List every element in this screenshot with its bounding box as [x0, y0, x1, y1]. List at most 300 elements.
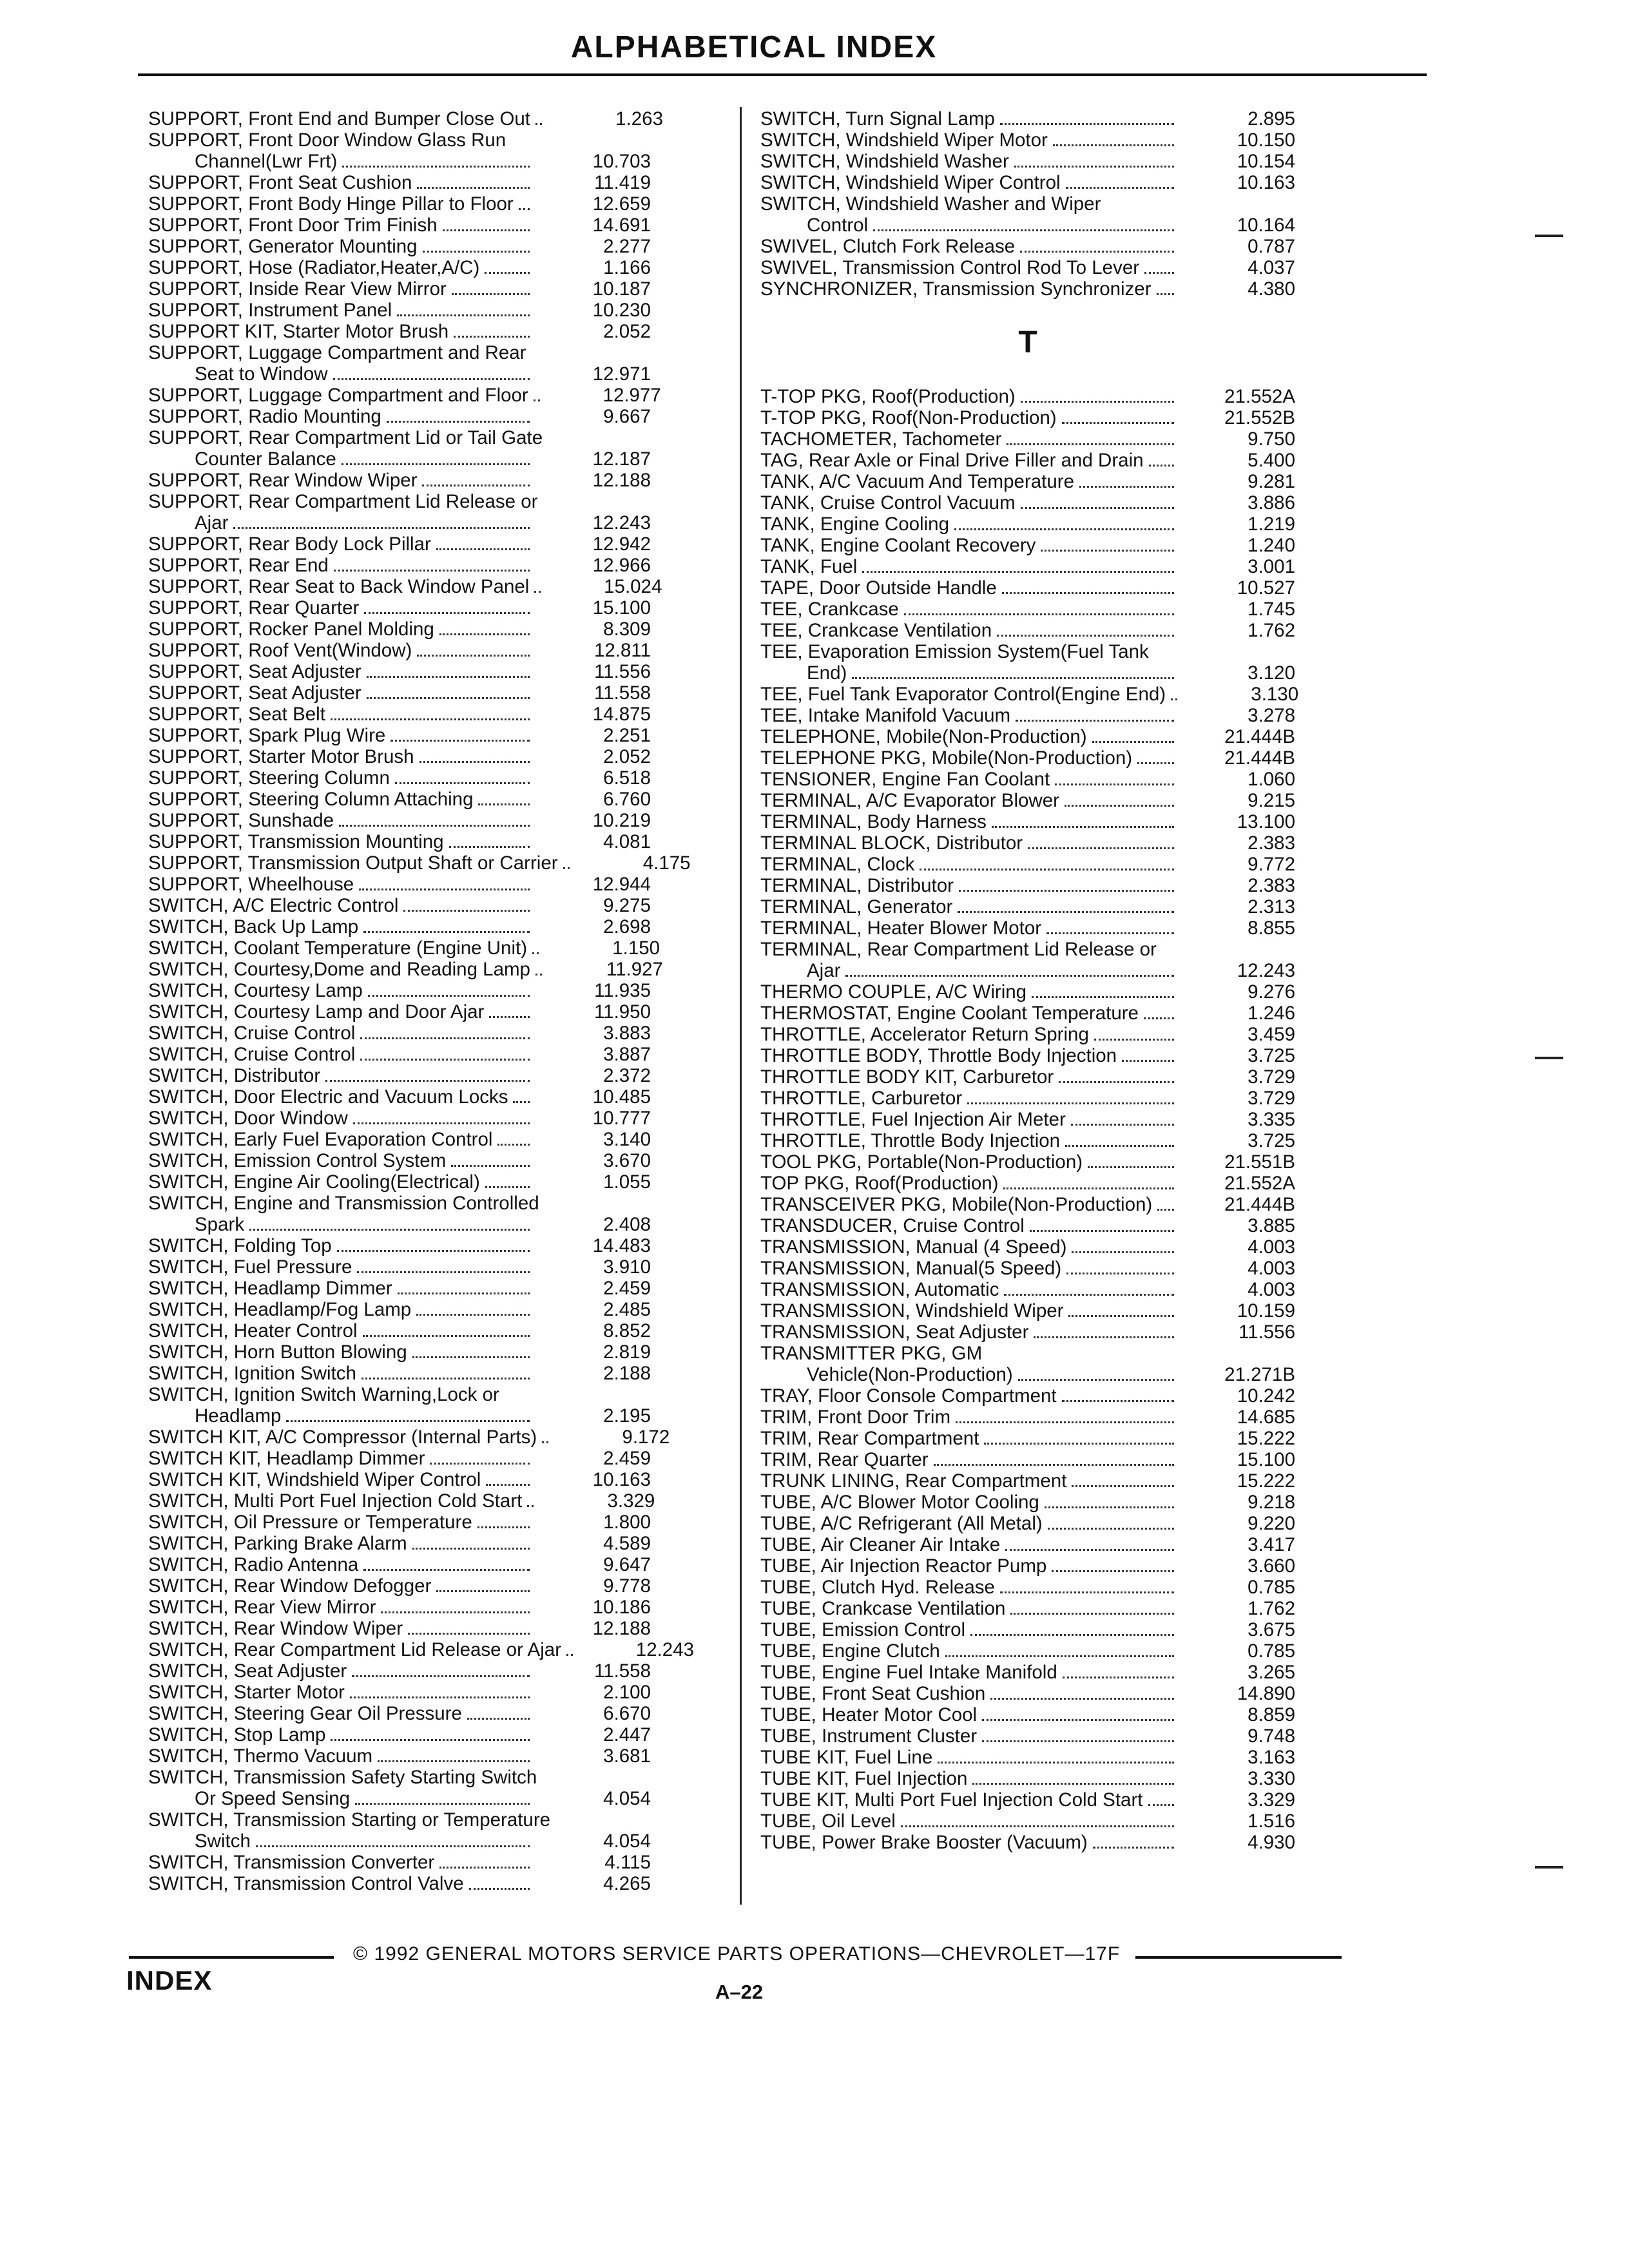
dot-leader: [339, 825, 530, 827]
dot-leader: [904, 613, 1174, 615]
entry-name: SWITCH, Thermo Vacuum: [148, 1745, 373, 1767]
entry-name: SUPPORT, Inside Rear View Mirror: [148, 278, 447, 300]
dot-leader: [430, 1463, 530, 1465]
dot-leader: [873, 229, 1174, 231]
index-entry: [760, 1024, 1295, 1045]
index-entry: [148, 1384, 651, 1405]
entry-name: SUPPORT KIT, Starter Motor Brush: [148, 321, 449, 342]
index-entry: [148, 1788, 651, 1809]
entry-page-ref: 11.558: [593, 1660, 651, 1682]
entry-name: SUPPORT, Front End and Bumper Close Out: [148, 108, 530, 130]
entry-page-ref: 8.855: [1248, 918, 1295, 939]
dot-leader: [1066, 1273, 1174, 1274]
entry-name: SWITCH, Headlamp/Fog Lamp: [148, 1299, 412, 1320]
dot-leader: [368, 995, 530, 997]
dot-leader: [451, 1165, 530, 1167]
entry-page-ref: 2.485: [603, 1299, 651, 1320]
index-entry: [148, 321, 651, 342]
entry-name: SWITCH, Parking Brake Alarm: [148, 1533, 407, 1554]
entry-name: SUPPORT, Transmission Mounting: [148, 831, 444, 852]
entry-name: THROTTLE, Accelerator Return Spring: [760, 1024, 1089, 1045]
entry-page-ref: 3.660: [1248, 1555, 1295, 1577]
entry-page-ref: 3.001: [1248, 556, 1295, 577]
index-entry: [148, 725, 651, 746]
dot-leader: [992, 826, 1174, 828]
index-entry: [760, 854, 1295, 875]
dot-leader: [1002, 592, 1174, 594]
index-entry: [760, 215, 1295, 236]
index-entry: [760, 1534, 1295, 1555]
index-entry: [760, 1768, 1295, 1789]
entry-name: TERMINAL, Distributor: [760, 875, 954, 896]
entry-name: SUPPORT, Front Body Hinge Pillar to Floor: [148, 193, 514, 215]
margin-mark: [1535, 1866, 1563, 1869]
entry-name: TAG, Rear Axle or Final Drive Filler and Drain: [760, 450, 1144, 471]
index-entry: [760, 1151, 1295, 1173]
index-entry: [760, 492, 1295, 514]
entry-name: TERMINAL BLOCK, Distributor: [760, 832, 1023, 854]
entry-page-ref: 10.159: [1237, 1300, 1295, 1321]
dot-leader: [990, 1698, 1174, 1700]
entry-name: SUPPORT, Steering Column: [148, 767, 390, 789]
entry-name: TUBE, Heater Motor Cool: [760, 1704, 978, 1725]
entry-name: SWITCH, Multi Port Fuel Injection Cold Start: [148, 1490, 523, 1512]
entry-name: SUPPORT, Rear Window Wiper: [148, 470, 418, 491]
dot-leader: [1028, 847, 1174, 849]
index-entry: [148, 533, 651, 555]
dot-leader: [233, 527, 530, 529]
entry-page-ref: 10.703: [592, 151, 651, 172]
dot-leader: [497, 1144, 530, 1146]
index-entry: [760, 960, 1295, 981]
index-entry: [148, 1618, 651, 1639]
index-entry: [760, 1194, 1295, 1215]
dot-leader: [970, 1634, 1174, 1636]
index-entry: [760, 471, 1295, 492]
entry-page-ref: 12.971: [592, 363, 651, 385]
entry-name: SWITCH, Transmission Converter: [148, 1852, 435, 1873]
index-entry: [760, 193, 1295, 215]
entry-page-ref: 3.329: [1248, 1789, 1295, 1811]
entry-page-ref: 21.552A: [1224, 1173, 1295, 1194]
dot-leader: [452, 293, 530, 295]
entry-page-ref: 21.444B: [1224, 1194, 1295, 1215]
dot-leader: [337, 1250, 530, 1252]
entry-page-ref: 4.265: [603, 1873, 651, 1894]
dot-leader: [333, 378, 530, 380]
index-entry: [760, 172, 1295, 193]
entry-name: SWITCH, Back Up Lamp: [148, 916, 359, 937]
dot-leader: [486, 1484, 530, 1486]
dot-leader: [1144, 272, 1174, 274]
index-entry: [148, 1490, 655, 1512]
entry-page-ref: 3.681: [603, 1745, 651, 1767]
index-column-right: [760, 108, 1299, 1853]
index-entry: [148, 278, 651, 300]
entry-page-ref: 10.777: [592, 1108, 651, 1129]
entry-page-ref: 21.444B: [1224, 726, 1295, 747]
dot-leader: [1059, 1081, 1174, 1083]
index-entry: [148, 937, 660, 959]
entry-name: SWITCH, Engine Air Cooling(Electrical): [148, 1171, 480, 1193]
dot-leader: [1068, 1315, 1174, 1317]
index-entry: [760, 790, 1295, 811]
entry-name: TRANSMISSION, Automatic: [760, 1279, 999, 1300]
index-entry: [148, 1660, 651, 1682]
entry-name: Control: [807, 215, 869, 236]
entry-name: SUPPORT, Transmission Output Shaft or Carrier: [148, 852, 558, 874]
entry-name: SUPPORT, Seat Belt: [148, 704, 325, 725]
dot-leader: [467, 1718, 530, 1720]
dot-leader: [535, 123, 542, 125]
entry-name: TANK, A/C Vacuum And Temperature: [760, 471, 1074, 492]
dot-leader: [412, 1356, 530, 1358]
entry-name: SWITCH, Windshield Washer: [760, 151, 1009, 172]
dot-leader: [1000, 1591, 1174, 1593]
entry-name: TOOL PKG, Portable(Non-Production): [760, 1151, 1083, 1173]
index-entry: [148, 512, 651, 533]
dot-leader: [439, 1867, 530, 1869]
entry-name: SWITCH, Transmission Safety Starting Switch: [148, 1767, 537, 1788]
index-entry: [148, 1639, 695, 1660]
entry-name: SUPPORT, Rocker Panel Molding: [148, 619, 434, 640]
dot-leader: [352, 1675, 530, 1677]
entry-name: Counter Balance: [195, 448, 336, 470]
column-divider: [740, 107, 742, 1905]
entry-name: TENSIONER, Engine Fan Coolant: [760, 769, 1050, 790]
entry-page-ref: 2.372: [603, 1065, 651, 1086]
dot-leader: [1003, 1187, 1174, 1189]
index-list-s: [760, 108, 1295, 300]
dot-leader: [845, 975, 1174, 977]
entry-page-ref: 14.691: [592, 215, 651, 236]
index-entry: [760, 1725, 1295, 1747]
entry-name: TANK, Engine Coolant Recovery: [760, 535, 1036, 556]
entry-page-ref: 3.330: [1248, 1768, 1295, 1789]
entry-name: SWITCH, Courtesy Lamp: [148, 980, 363, 1001]
dot-leader: [249, 1229, 530, 1231]
entry-page-ref: 3.885: [1248, 1215, 1295, 1236]
index-entry: [760, 599, 1295, 620]
entry-page-ref: 2.195: [603, 1405, 651, 1427]
entry-page-ref: 2.819: [603, 1341, 651, 1363]
entry-page-ref: 11.935: [593, 980, 651, 1001]
index-entry: [148, 1363, 651, 1384]
index-entry: [760, 1003, 1295, 1024]
entry-name: TEE, Fuel Tank Evaporator Control(Engine End): [760, 684, 1166, 705]
entry-name: SWITCH, Windshield Wiper Control: [760, 172, 1061, 193]
index-entry: [760, 1555, 1295, 1577]
dot-leader: [1071, 1124, 1174, 1126]
entry-page-ref: 15.100: [592, 597, 651, 619]
index-entry: [148, 385, 661, 406]
entry-name: SUPPORT, Luggage Compartment and Floor: [148, 385, 528, 406]
entry-name: TRANSMISSION, Windshield Wiper: [760, 1300, 1064, 1321]
entry-page-ref: 11.927: [606, 959, 663, 980]
dot-leader: [397, 314, 530, 316]
entry-page-ref: 3.887: [603, 1044, 651, 1065]
entry-page-ref: 10.150: [1237, 130, 1295, 151]
index-entry: [760, 1832, 1295, 1853]
index-entry: [760, 236, 1295, 257]
entry-name: TRIM, Rear Compartment: [760, 1428, 979, 1449]
entry-page-ref: 10.219: [592, 810, 651, 831]
entry-name: THERMO COUPLE, A/C Wiring: [760, 981, 1027, 1003]
dot-leader: [390, 740, 530, 742]
index-entry: [148, 1405, 651, 1427]
entry-page-ref: 4.054: [603, 1788, 651, 1809]
entry-page-ref: 3.335: [1248, 1109, 1295, 1130]
entry-name: Ajar: [195, 512, 229, 533]
footer-rule: [1135, 1956, 1342, 1959]
footer-rule: [129, 1956, 334, 1959]
entry-page-ref: 2.698: [603, 916, 651, 937]
index-entry: [148, 959, 663, 980]
index-entry: [760, 407, 1295, 428]
entry-name: TRANSMISSION, Manual(5 Speed): [760, 1258, 1062, 1279]
dot-leader: [1032, 996, 1174, 998]
index-entry: [760, 1492, 1295, 1513]
entry-page-ref: 10.187: [592, 278, 651, 300]
entry-name: SWITCH, Fuel Pressure: [148, 1256, 352, 1278]
dot-leader: [566, 1654, 573, 1656]
entry-name: SUPPORT, Starter Motor Brush: [148, 746, 414, 767]
entry-page-ref: 1.800: [603, 1512, 651, 1533]
dot-leader: [357, 1271, 530, 1273]
entry-page-ref: 14.685: [1237, 1407, 1295, 1428]
entry-name: TEE, Crankcase: [760, 599, 899, 620]
entry-page-ref: 13.100: [1237, 811, 1295, 832]
dot-leader: [1063, 1677, 1174, 1678]
dot-leader: [920, 869, 1174, 870]
dot-leader: [1137, 762, 1174, 764]
index-entry: [148, 576, 662, 597]
entry-name: SUPPORT, Luggage Compartment and Rear: [148, 342, 526, 363]
index-entry: [148, 1873, 651, 1894]
entry-name: THERMOSTAT, Engine Coolant Temperature: [760, 1003, 1139, 1024]
dot-leader: [1004, 1294, 1174, 1296]
entry-page-ref: 3.417: [1248, 1534, 1295, 1555]
entry-page-ref: 3.670: [603, 1150, 651, 1171]
dot-leader: [1149, 465, 1174, 466]
entry-page-ref: 1.219: [1248, 514, 1295, 535]
entry-name: SWITCH, Coolant Temperature (Engine Unit): [148, 937, 528, 959]
entry-page-ref: 1.055: [603, 1171, 651, 1193]
entry-page-ref: 1.166: [603, 257, 651, 278]
entry-page-ref: 11.950: [593, 1001, 651, 1023]
dot-leader: [1122, 1060, 1174, 1062]
dot-leader: [381, 1611, 530, 1613]
entry-name: SWITCH, Distributor: [148, 1065, 321, 1086]
dot-leader: [1021, 507, 1174, 509]
dot-leader: [350, 1696, 530, 1698]
index-entry: [148, 619, 651, 640]
index-entry: [148, 363, 651, 385]
entry-name: TERMINAL, Rear Compartment Lid Release or: [760, 939, 1157, 960]
dot-leader: [395, 782, 530, 784]
index-entry: [148, 1171, 651, 1193]
entry-name: TEE, Crankcase Ventilation: [760, 620, 992, 641]
entry-page-ref: 10.186: [592, 1597, 651, 1618]
entry-name: SWIVEL, Clutch Fork Release: [760, 236, 1016, 257]
index-entry: [148, 980, 651, 1001]
dot-leader: [423, 251, 530, 253]
entry-page-ref: 5.400: [1248, 450, 1295, 471]
entry-page-ref: 10.242: [1237, 1385, 1295, 1407]
entry-name: TEE, Evaporation Emission System(Fuel Tank: [760, 641, 1149, 662]
entry-page-ref: 1.263: [615, 108, 663, 130]
footer-section-label: INDEX: [126, 1965, 213, 1995]
entry-page-ref: 12.188: [592, 1618, 651, 1639]
entry-page-ref: 3.729: [1248, 1066, 1295, 1088]
dot-leader: [353, 1122, 530, 1124]
entry-page-ref: 3.329: [607, 1490, 655, 1512]
entry-page-ref: 9.647: [603, 1554, 651, 1575]
dot-leader: [535, 974, 542, 975]
index-entry: [148, 1065, 651, 1086]
dot-leader: [412, 1548, 530, 1550]
entry-name: TRANSMISSION, Manual (4 Speed): [760, 1236, 1067, 1258]
entry-page-ref: 3.675: [1248, 1619, 1295, 1640]
entry-name: SWITCH, Rear Window Defogger: [148, 1575, 432, 1597]
index-entry: [148, 1852, 651, 1873]
index-entry: [148, 1193, 651, 1214]
entry-name: SWITCH, Steering Gear Oil Pressure: [148, 1703, 462, 1724]
index-entry: [148, 1044, 651, 1065]
index-entry: [148, 1299, 651, 1320]
index-entry: [760, 1619, 1295, 1640]
entry-page-ref: 21.271B: [1224, 1364, 1295, 1385]
entry-page-ref: 12.944: [592, 874, 651, 895]
index-column-left: [148, 108, 695, 1894]
entry-page-ref: 12.659: [592, 193, 651, 215]
index-entry: [760, 1385, 1295, 1407]
dot-leader: [1094, 1039, 1174, 1041]
entry-name: TUBE, Clutch Hyd. Release: [760, 1577, 995, 1598]
entry-name: TRAY, Floor Console Compartment: [760, 1385, 1057, 1407]
entry-name: TUBE, Air Cleaner Air Intake: [760, 1534, 1001, 1555]
index-entry: [148, 1278, 651, 1299]
entry-page-ref: 4.003: [1248, 1279, 1295, 1300]
dot-leader: [1148, 1804, 1175, 1806]
index-entry: [148, 810, 651, 831]
index-entry: [148, 704, 651, 725]
index-entry: [148, 448, 651, 470]
index-entry: [148, 1575, 651, 1597]
entry-page-ref: 2.459: [603, 1448, 651, 1469]
dot-leader: [1005, 1549, 1174, 1551]
entry-name: TUBE, Power Brake Booster (Vacuum): [760, 1832, 1088, 1853]
dot-leader: [532, 952, 539, 954]
entry-page-ref: 1.246: [1248, 1003, 1295, 1024]
index-entry: [760, 1173, 1295, 1194]
entry-page-ref: 9.276: [1248, 981, 1295, 1003]
dot-leader: [1157, 293, 1174, 295]
entry-page-ref: 3.725: [1248, 1045, 1295, 1066]
dot-leader: [342, 166, 530, 168]
dot-leader: [363, 1569, 530, 1571]
index-entry: [148, 300, 651, 321]
dot-leader: [527, 1505, 534, 1507]
dot-leader: [443, 229, 530, 231]
entry-page-ref: 3.459: [1248, 1024, 1295, 1045]
entry-name: SUPPORT, Rear Compartment Lid Release or: [148, 491, 538, 512]
entry-name: SWITCH, Heater Control: [148, 1320, 358, 1341]
title-rule: [138, 73, 1427, 76]
entry-name: SWITCH, A/C Electric Control: [148, 895, 399, 916]
entry-page-ref: 4.081: [603, 831, 651, 852]
index-entry: [760, 386, 1295, 407]
index-entry: [148, 236, 651, 257]
entry-page-ref: 15.024: [604, 576, 662, 597]
dot-leader: [1045, 1506, 1174, 1508]
dot-leader: [334, 570, 530, 572]
dot-leader: [1055, 783, 1174, 785]
entry-name: SWITCH, Rear Window Wiper: [148, 1618, 403, 1639]
dot-leader: [361, 1378, 530, 1379]
dot-leader: [485, 272, 530, 274]
index-entry: [760, 1513, 1295, 1534]
index-entry: [148, 640, 651, 661]
entry-page-ref: 2.459: [603, 1278, 651, 1299]
entry-page-ref: 3.910: [603, 1256, 651, 1278]
index-entry: [760, 705, 1295, 726]
index-entry: [760, 769, 1295, 790]
entry-page-ref: 4.175: [642, 852, 691, 874]
entry-name: TANK, Cruise Control Vacuum: [760, 492, 1016, 514]
entry-name: Switch: [195, 1831, 251, 1852]
dot-leader: [436, 1590, 530, 1592]
entry-name: T-TOP PKG, Roof(Non-Production): [760, 407, 1057, 428]
index-entry: [148, 555, 651, 576]
entry-name: SWITCH, Ignition Switch Warning,Lock or: [148, 1384, 499, 1405]
entry-name: TUBE, Engine Fuel Intake Manifold: [760, 1662, 1057, 1683]
entry-name: TRIM, Rear Quarter: [760, 1449, 929, 1470]
entry-page-ref: 1.516: [1248, 1811, 1295, 1832]
entry-page-ref: 2.313: [1248, 896, 1295, 918]
dot-leader: [1046, 932, 1174, 934]
index-entry: [148, 342, 651, 363]
entry-name: SWITCH, Folding Top: [148, 1235, 332, 1256]
index-entry: [148, 470, 651, 491]
index-entry: [760, 556, 1295, 577]
index-entry: [148, 151, 651, 172]
entry-name: SWITCH, Courtesy,Dome and Reading Lamp: [148, 959, 530, 980]
entry-page-ref: 12.977: [602, 385, 661, 406]
index-entry: [760, 535, 1295, 556]
index-entry: [148, 1001, 651, 1023]
index-entry: [148, 1427, 670, 1448]
index-entry: [148, 1214, 651, 1235]
dot-leader: [1034, 1336, 1174, 1338]
index-entry: [148, 1086, 651, 1108]
index-entry: [148, 1533, 651, 1554]
dot-leader: [485, 1186, 530, 1188]
entry-name: SUPPORT, Instrument Panel: [148, 300, 392, 321]
dot-leader: [363, 1335, 530, 1337]
entry-page-ref: 12.966: [592, 555, 651, 576]
dot-leader: [325, 1080, 530, 1082]
index-entry: [760, 1598, 1295, 1619]
entry-page-ref: 3.265: [1248, 1662, 1295, 1683]
entry-name: TUBE, Oil Level: [760, 1811, 896, 1832]
entry-name: SUPPORT, Front Door Window Glass Run: [148, 130, 506, 151]
entry-page-ref: 2.383: [1248, 875, 1295, 896]
index-entry: [760, 1236, 1295, 1258]
dot-leader: [416, 1314, 530, 1316]
entry-name: TANK, Engine Cooling: [760, 514, 949, 535]
entry-name: SWITCH, Oil Pressure or Temperature: [148, 1512, 472, 1533]
